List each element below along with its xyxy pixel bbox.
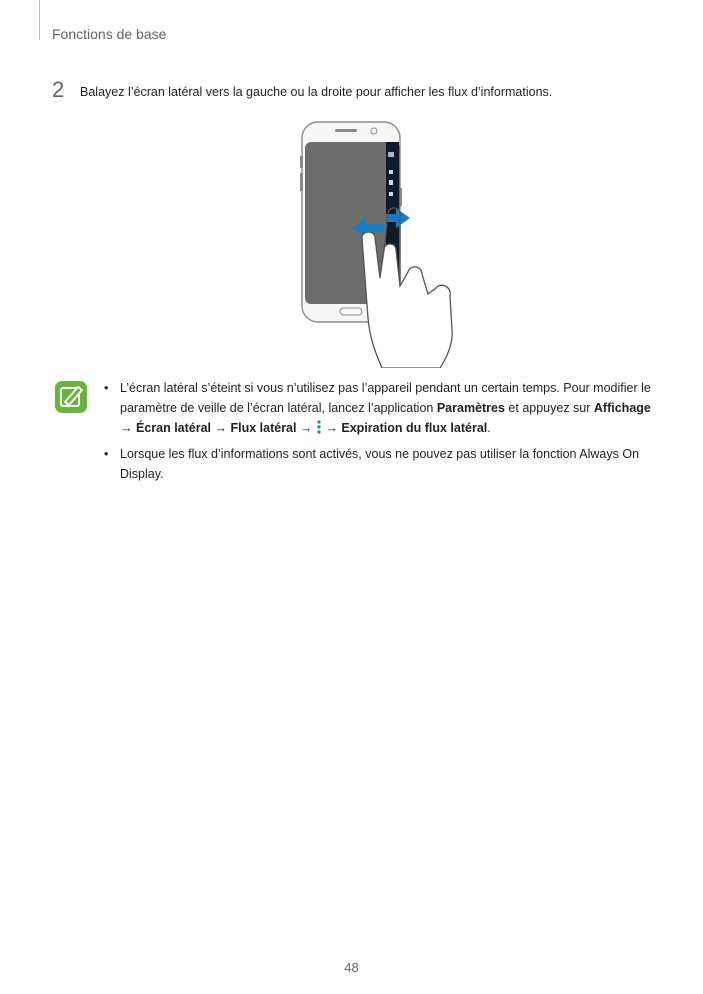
note-bold: Flux latéral bbox=[230, 421, 297, 435]
note-bold: Paramètres bbox=[436, 401, 505, 415]
note-text: . bbox=[487, 421, 491, 435]
note-bold: Expiration du flux latéral bbox=[341, 421, 488, 435]
bullet: • bbox=[104, 447, 109, 461]
arrow: → bbox=[211, 421, 231, 435]
arrow: → bbox=[321, 421, 342, 435]
phone-swipe-illustration bbox=[290, 118, 480, 368]
note-text: et appuyez sur bbox=[504, 401, 594, 415]
arrow: → bbox=[296, 421, 316, 435]
bullet: • bbox=[104, 381, 109, 395]
step-text: Balayez l’écran latéral vers la gauche ou la droite pour afficher les flux d’informations. bbox=[80, 85, 553, 99]
note-bold: Écran latéral bbox=[135, 421, 212, 435]
header-rule bbox=[39, 0, 40, 40]
note-icon bbox=[54, 380, 88, 414]
note-text: Lorsque les flux d’informations sont activés, vous ne pouvez pas utiliser la fonction Always On Display. bbox=[120, 447, 640, 481]
notes-list bbox=[104, 378, 664, 490]
note-bold: Affichage bbox=[593, 401, 651, 415]
step-number: 2 bbox=[52, 77, 65, 102]
section-title: Fonctions de base bbox=[52, 26, 167, 42]
arrow: → bbox=[120, 421, 136, 435]
note-item-1 bbox=[104, 378, 664, 438]
note-text: L’écran latéral s’éteint si vous n’utilisez pas l’appareil pendant un certain temps. Pour modifier le paramètre de veille de l’écran latéral, lancez l’application bbox=[120, 381, 651, 415]
page-number: 48 bbox=[344, 960, 359, 975]
note-item-2 bbox=[104, 444, 664, 484]
